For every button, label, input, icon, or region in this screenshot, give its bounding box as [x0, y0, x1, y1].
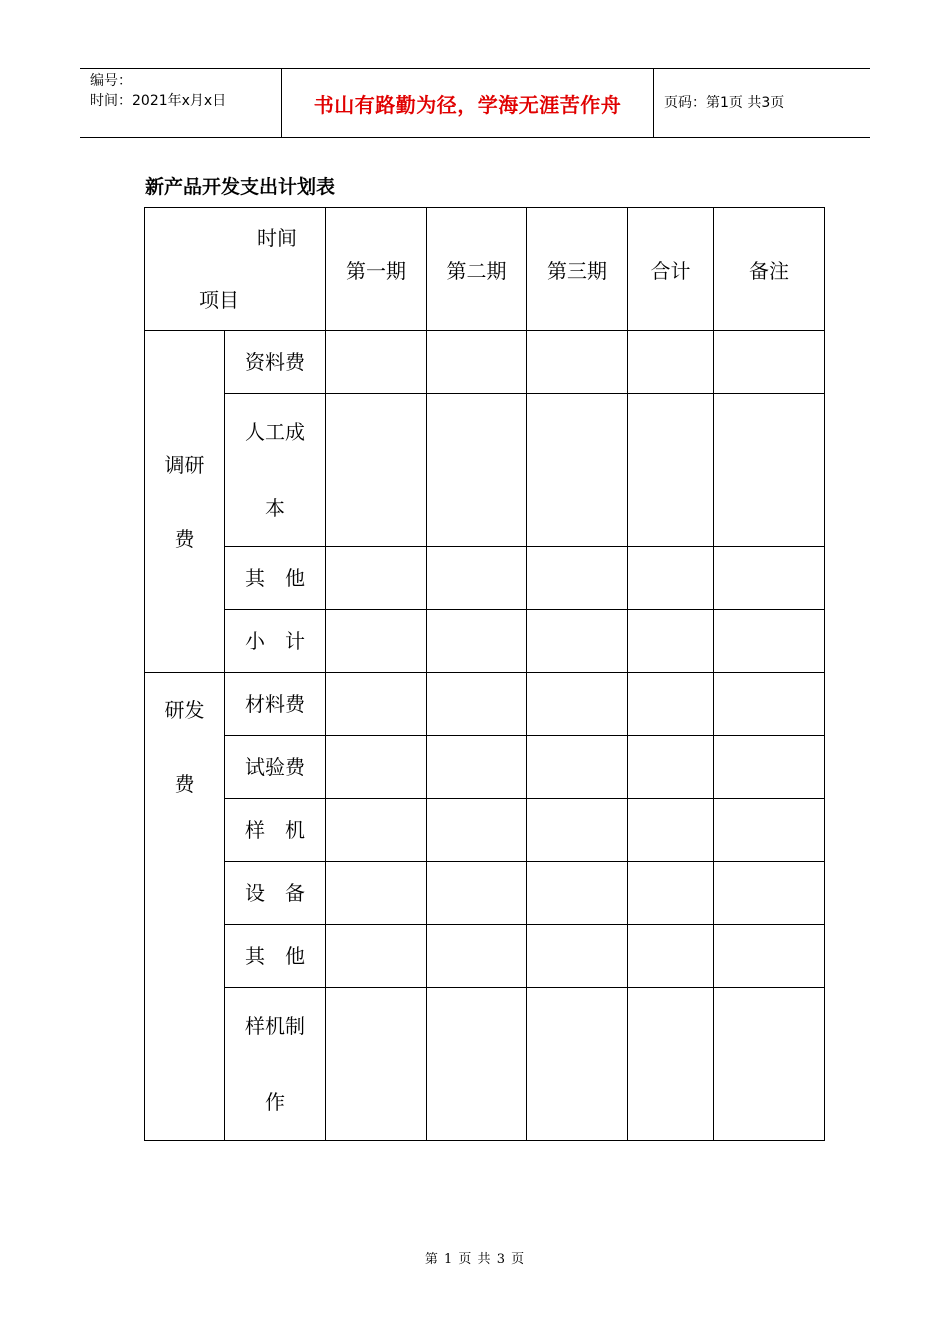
table-row: [145, 394, 825, 547]
value-cell[interactable]: [527, 673, 628, 736]
value-cell[interactable]: [714, 547, 825, 610]
header-page-info: 页码：第1页 共3页: [664, 95, 785, 111]
value-cell[interactable]: [714, 673, 825, 736]
row-label-cell: [225, 394, 326, 547]
value-cell[interactable]: [427, 610, 527, 673]
value-cell[interactable]: [427, 862, 527, 925]
value-cell[interactable]: [628, 331, 714, 394]
value-cell[interactable]: [427, 988, 527, 1141]
table-row: [145, 799, 825, 862]
value-cell[interactable]: [527, 331, 628, 394]
row-label: 作: [265, 1090, 285, 1114]
value-cell[interactable]: [326, 925, 427, 988]
corner-item-label: 项目: [199, 288, 239, 312]
row-label: 本: [265, 496, 285, 520]
value-cell[interactable]: [527, 547, 628, 610]
value-cell[interactable]: [326, 988, 427, 1141]
row-label-cell: [225, 673, 326, 736]
category-cell: [145, 331, 225, 673]
row-label-cell: [225, 331, 326, 394]
row-label-cell: [225, 862, 326, 925]
value-cell[interactable]: [714, 925, 825, 988]
table-row: [145, 862, 825, 925]
value-cell[interactable]: [427, 799, 527, 862]
row-label-cell: [225, 736, 326, 799]
row-label-cell: [225, 799, 326, 862]
table-row: [145, 736, 825, 799]
value-cell[interactable]: [326, 799, 427, 862]
doc-number-label: 编号：: [90, 73, 132, 89]
value-cell[interactable]: [326, 547, 427, 610]
table-row: [145, 988, 825, 1141]
value-cell[interactable]: [628, 925, 714, 988]
row-label: 小 计: [245, 629, 305, 653]
value-cell[interactable]: [326, 610, 427, 673]
document-title: 新产品开发支出计划表: [145, 176, 336, 198]
table-row: [145, 610, 825, 673]
row-label-cell: [225, 925, 326, 988]
value-cell[interactable]: [714, 736, 825, 799]
column-header: 备注: [714, 208, 825, 331]
value-cell[interactable]: [427, 925, 527, 988]
value-cell[interactable]: [527, 862, 628, 925]
value-cell[interactable]: [714, 331, 825, 394]
row-label: 样 机: [245, 818, 305, 842]
value-cell[interactable]: [527, 925, 628, 988]
table-header-row: [145, 208, 825, 331]
value-cell[interactable]: [427, 736, 527, 799]
value-cell[interactable]: [628, 862, 714, 925]
column-header: 合计: [628, 208, 714, 331]
value-cell[interactable]: [527, 988, 628, 1141]
value-cell[interactable]: [628, 547, 714, 610]
value-cell[interactable]: [628, 610, 714, 673]
value-cell[interactable]: [326, 394, 427, 547]
value-cell[interactable]: [714, 862, 825, 925]
value-cell[interactable]: [326, 862, 427, 925]
value-cell[interactable]: [527, 394, 628, 547]
page-header: [80, 68, 870, 138]
header-meta: [90, 71, 226, 111]
category-cell: [145, 673, 225, 1141]
value-cell[interactable]: [628, 988, 714, 1141]
value-cell[interactable]: [427, 547, 527, 610]
header-motto: 书山有路勤为径，学海无涯苦作舟: [313, 92, 622, 117]
row-label-cell: [225, 610, 326, 673]
row-label: 材料费: [245, 692, 305, 716]
value-cell[interactable]: [628, 673, 714, 736]
table-row: [145, 547, 825, 610]
value-cell[interactable]: [628, 394, 714, 547]
value-cell[interactable]: [714, 988, 825, 1141]
value-cell[interactable]: [714, 394, 825, 547]
row-label-cell: [225, 988, 326, 1141]
row-label: 样机制: [245, 1014, 305, 1038]
column-header: 第一期: [326, 208, 427, 331]
value-cell[interactable]: [326, 736, 427, 799]
row-label: 资料费: [245, 350, 305, 374]
corner-cell: [145, 208, 326, 331]
value-cell[interactable]: [714, 799, 825, 862]
value-cell[interactable]: [527, 610, 628, 673]
expense-plan-table: [144, 207, 825, 1141]
value-cell[interactable]: [326, 331, 427, 394]
table-row: [145, 331, 825, 394]
value-cell[interactable]: [427, 331, 527, 394]
doc-date: 时间：2021年x月x日: [90, 93, 227, 109]
category-label: 调研: [164, 452, 205, 477]
value-cell[interactable]: [427, 394, 527, 547]
table-row: [145, 925, 825, 988]
row-label: 设 备: [245, 881, 305, 905]
row-label: 人工成: [245, 420, 305, 444]
value-cell[interactable]: [427, 673, 527, 736]
value-cell[interactable]: [628, 799, 714, 862]
row-label: 试验费: [245, 755, 305, 779]
value-cell[interactable]: [714, 610, 825, 673]
page-footer: 第 1 页 共 3 页: [424, 1252, 526, 1267]
value-cell[interactable]: [527, 736, 628, 799]
category-label: 费: [174, 772, 195, 796]
value-cell[interactable]: [527, 799, 628, 862]
header-divider: [653, 69, 654, 137]
value-cell[interactable]: [628, 736, 714, 799]
category-label: 费: [174, 526, 195, 551]
category-label: 研发: [164, 698, 205, 722]
column-header: 第二期: [427, 208, 527, 331]
row-label: 其 他: [245, 566, 305, 590]
row-label: 其 他: [245, 944, 305, 968]
row-label-cell: [225, 547, 326, 610]
corner-time-label: 时间: [257, 226, 297, 250]
table-row: [145, 673, 825, 736]
value-cell[interactable]: [326, 673, 427, 736]
column-header: 第三期: [527, 208, 628, 331]
